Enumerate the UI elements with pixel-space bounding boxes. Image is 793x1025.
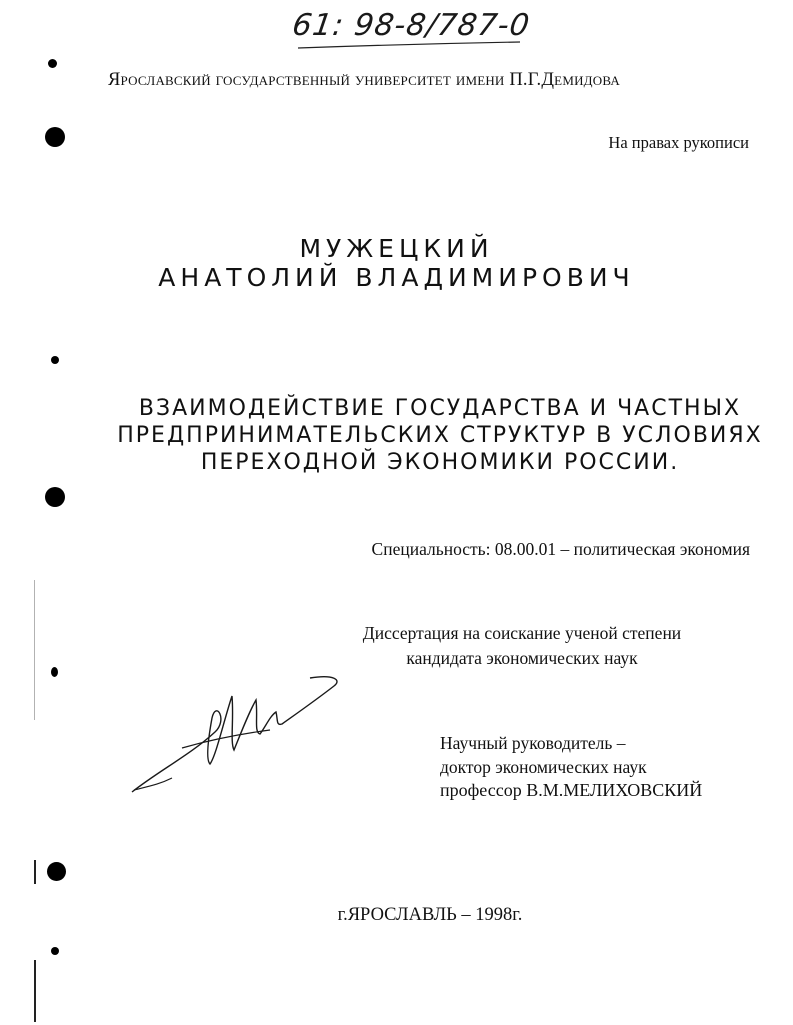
- binding-hole-4: [45, 487, 65, 507]
- supervisor-degree: доктор экономических наук: [440, 757, 647, 777]
- title-line-1: ВЗАИМОДЕЙСТВИЕ ГОСУДАРСТВА И ЧАСТНЫХ: [138, 396, 742, 421]
- binding-hole-2: [45, 127, 65, 147]
- binding-hole-7: [51, 947, 59, 955]
- binding-hole-6: [47, 862, 66, 881]
- dissertation-degree-line-2: кандидата экономических наук: [406, 648, 638, 668]
- city-year: г.ЯРОСЛАВЛЬ – 1998г.: [337, 905, 523, 925]
- binding-hole-1: [48, 59, 57, 68]
- supervisor-name: профессор В.М.МЕЛИХОВСКИЙ: [440, 780, 703, 800]
- scan-edge-line-3: [34, 960, 36, 1022]
- binding-hole-5: [51, 667, 58, 677]
- manuscript-rights-note: На правах рукописи: [608, 133, 749, 152]
- dissertation-degree-line-1: Диссертация на соискание ученой степени: [362, 623, 682, 643]
- supervisor-label: Научный руководитель –: [440, 733, 626, 753]
- author-surname: МУЖЕЦКИЙ: [299, 234, 494, 263]
- scan-edge-line-2: [34, 860, 36, 884]
- specialty: Специальность: 08.00.01 – политическая экономия: [371, 539, 750, 559]
- archive-number: 61: 98-8/787-0: [290, 8, 533, 43]
- scan-edge-line-1: [34, 580, 35, 720]
- title-line-2: ПРЕДПРИНИМАТЕЛЬСКИХ СТРУКТУР В УСЛОВИЯХ: [117, 423, 763, 448]
- binding-hole-3: [51, 356, 59, 364]
- title-line-3: ПЕРЕХОДНОЙ ЭКОНОМИКИ РОССИИ.: [200, 450, 680, 475]
- author-given-names: АНАТОЛИЙ ВЛАДИМИРОВИЧ: [158, 263, 635, 292]
- author-signature: [120, 660, 380, 810]
- university-name: Ярославский государственный университет имени П.Г.Демидова: [108, 70, 620, 90]
- archive-number-underline: [0, 0, 793, 60]
